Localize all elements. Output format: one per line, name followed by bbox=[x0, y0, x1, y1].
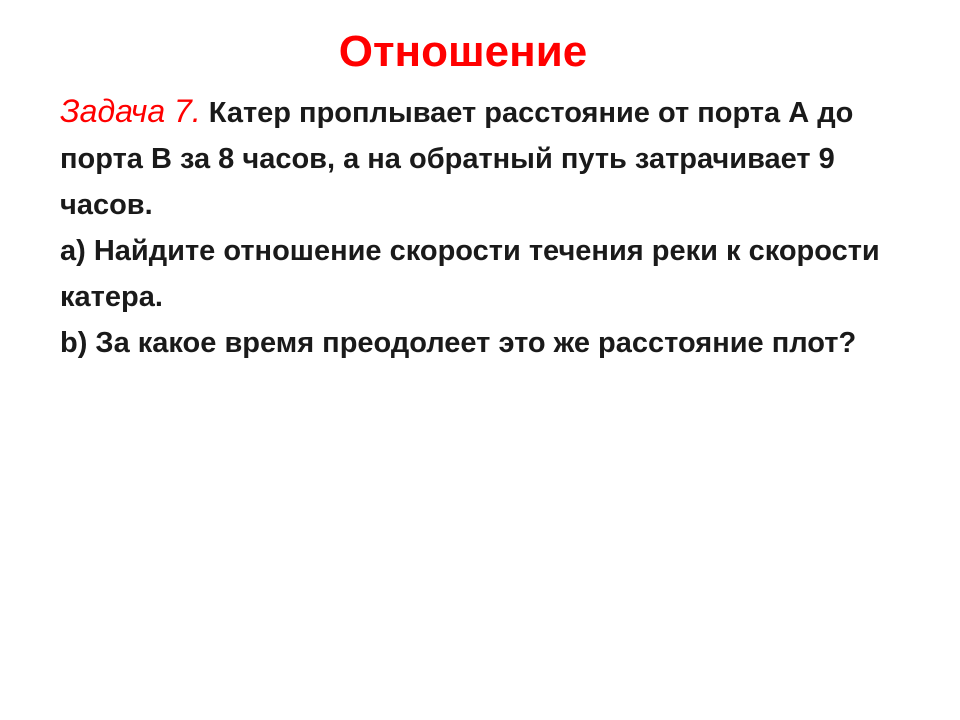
task-label: Задача 7. bbox=[60, 93, 201, 129]
slide-body bbox=[60, 88, 890, 366]
question-a: a) Найдите отношение скорости течения реки к скорости катера. bbox=[60, 235, 880, 313]
problem-text: Катер проплывает расстояние от порта А до порта В за 8 часов, а на обратный путь затрачивает 9 часов. bbox=[60, 97, 854, 221]
slide-title: Отношение bbox=[338, 27, 588, 76]
problem-statement bbox=[60, 88, 890, 228]
question-b: b) За какое время преодолеет это же расстояние плот? bbox=[60, 327, 857, 359]
